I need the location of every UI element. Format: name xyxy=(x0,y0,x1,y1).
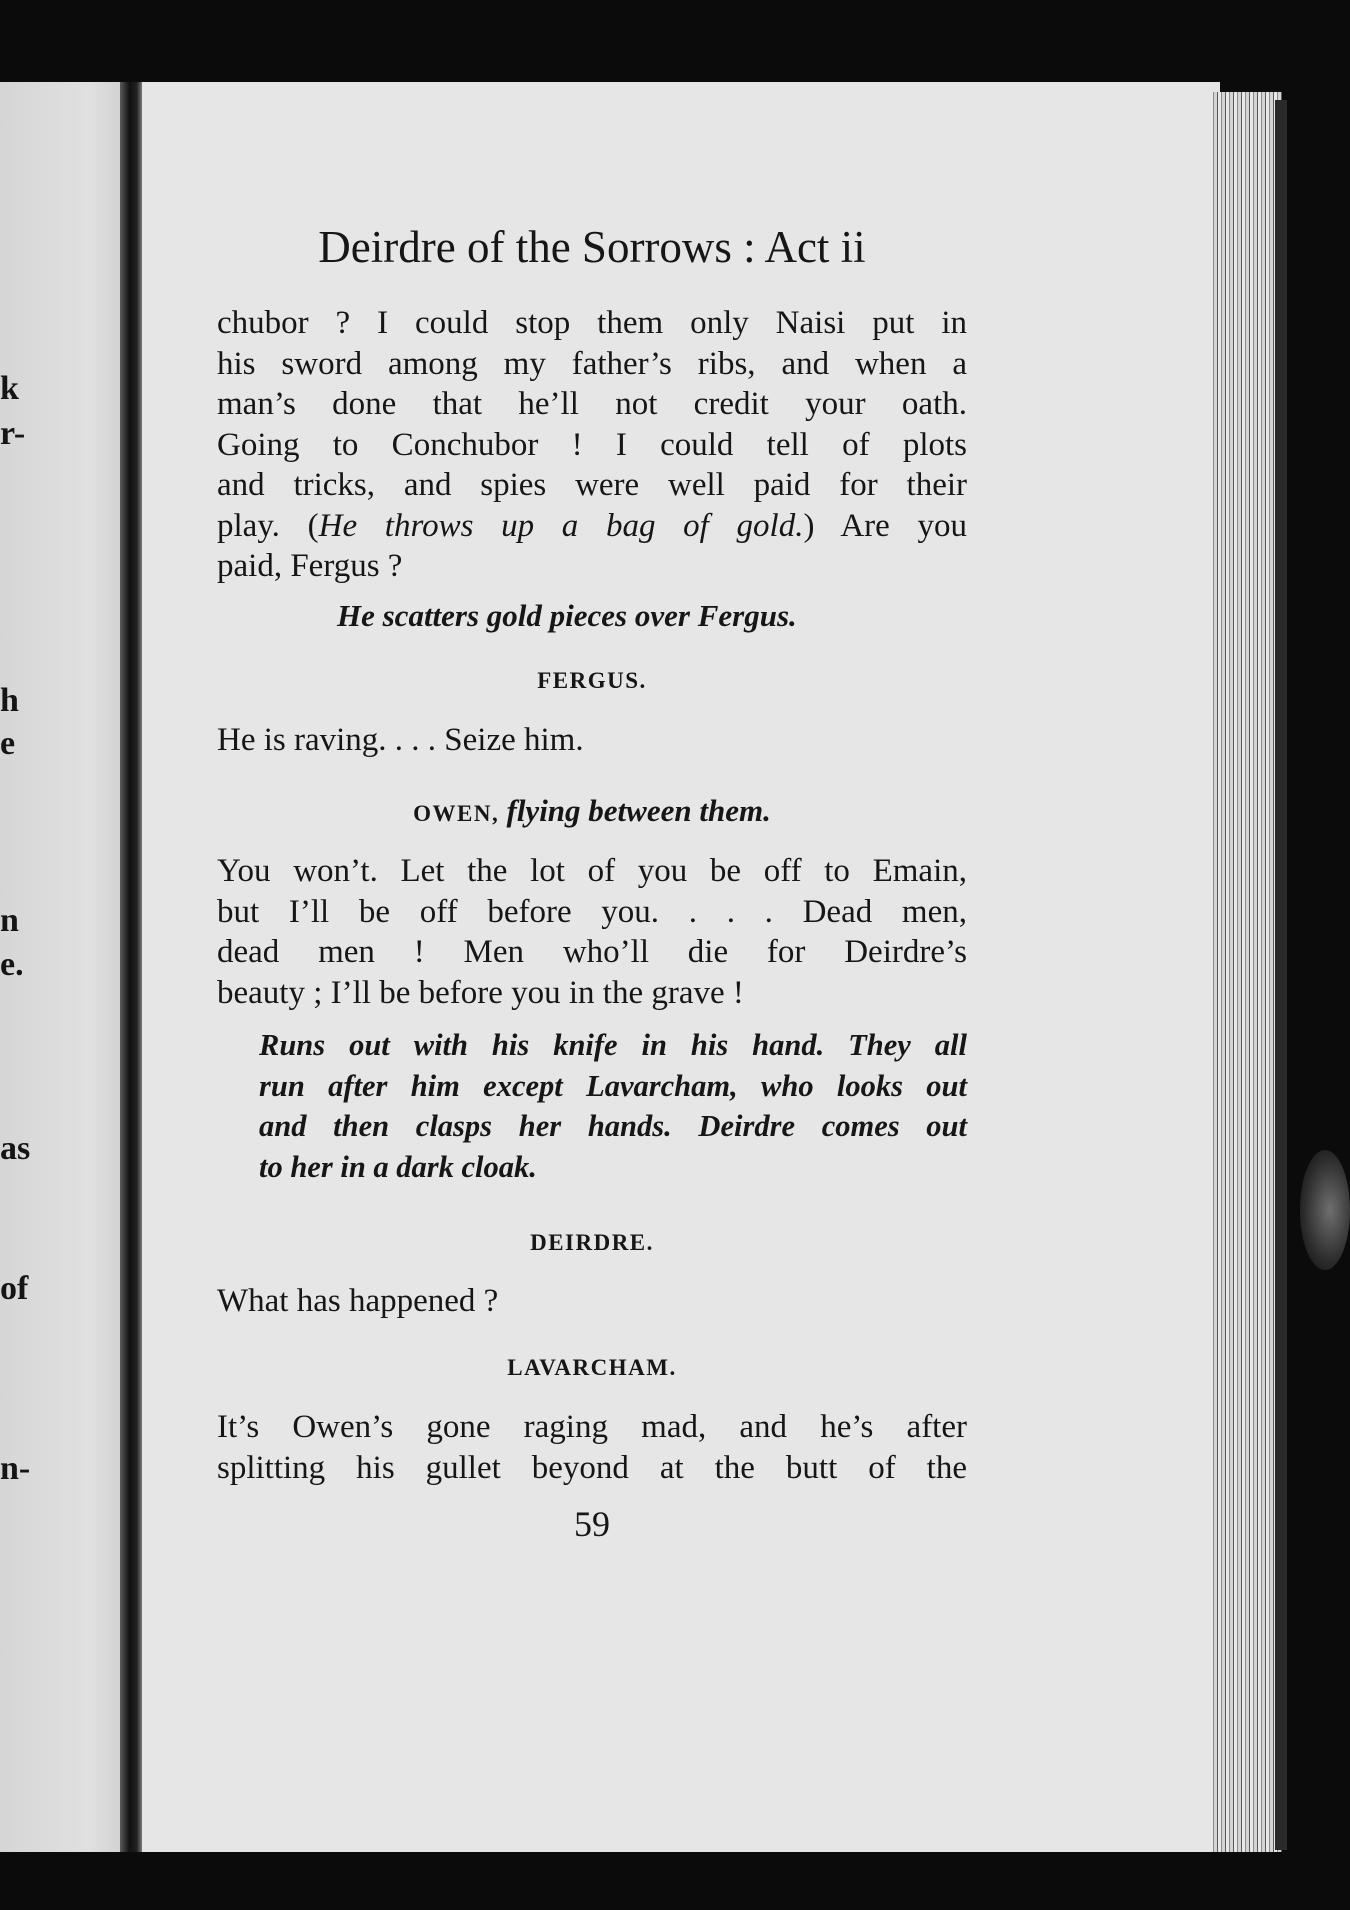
facing-page-fragment: of xyxy=(0,1270,29,1307)
text-line: What has happened ? xyxy=(217,1283,499,1319)
facing-page-fragment: r- xyxy=(0,415,26,452)
text-line: his sword among my father’s ribs, and when a xyxy=(217,345,967,382)
text-line: beauty ; I’ll be before you in the grave ! xyxy=(217,974,744,1011)
text-line: to her in a dark cloak. xyxy=(259,1149,537,1184)
text-line: He is raving. . . . Seize him. xyxy=(217,722,584,758)
page-edges-shadow xyxy=(1275,100,1287,1850)
text-line: but I’ll be off before you. . . . Dead men, xyxy=(217,893,967,930)
text-line: It’s Owen’s gone raging mad, and he’s after xyxy=(217,1409,967,1445)
stage-direction xyxy=(259,1025,967,1187)
speech xyxy=(217,720,967,761)
text-fragment: play. ( xyxy=(217,507,319,544)
facing-page-left xyxy=(0,82,128,1852)
scan-artifact xyxy=(1300,1150,1350,1270)
text-line: and tricks, and spies were well paid for their xyxy=(217,467,967,503)
text-line: run after him except Lavarcham, who looks out xyxy=(259,1068,967,1103)
facing-page-fragment: as xyxy=(0,1130,31,1167)
text-line: Runs out with his knife in his hand. They all xyxy=(259,1028,967,1062)
speaker-direction: flying between them. xyxy=(506,793,771,828)
speaker-name: LAVARCHAM. xyxy=(507,1355,677,1380)
text-line-with-direction xyxy=(217,506,967,547)
stage-direction: He scatters gold pieces over Fergus. xyxy=(337,598,797,633)
text-line: dead men ! Men who’ll die for Deirdre’s xyxy=(217,934,967,970)
speech-continued xyxy=(217,303,967,587)
facing-page-fragment: e xyxy=(0,725,16,762)
speaker-name: OWEN, xyxy=(413,801,500,826)
facing-page-fragment: n- xyxy=(0,1450,31,1487)
text-line: You won’t. Let the lot of you be off to Emain, xyxy=(217,853,967,889)
speech xyxy=(217,1407,967,1488)
text-line: chubor ? I could stop them only Naisi put in xyxy=(217,305,967,341)
facing-page-fragment: n xyxy=(0,902,19,939)
facing-page-fragment: k xyxy=(0,370,19,407)
text-line: Going to Conchubor ! I could tell of plots xyxy=(217,426,967,463)
inline-stage-direction: He throws up a bag of gold. xyxy=(318,507,804,544)
speaker-name: DEIRDRE. xyxy=(530,1230,654,1255)
text-fragment: ) Are you xyxy=(803,507,967,544)
page-edges xyxy=(1210,92,1282,1852)
text-line: and then clasps her hands. Deirdre comes out xyxy=(259,1109,967,1143)
speech xyxy=(217,1281,967,1322)
facing-page-fragment: e. xyxy=(0,946,24,983)
running-head: Deirdre of the Sorrows : Act ii xyxy=(318,222,866,272)
text-line: man’s done that he’ll not credit your oath. xyxy=(217,386,967,422)
facing-page-fragment: h xyxy=(0,682,19,719)
text-line: paid, Fergus ? xyxy=(217,548,403,584)
speaker-name: FERGUS. xyxy=(537,668,647,693)
book-gutter xyxy=(120,82,144,1852)
speech xyxy=(217,851,967,1013)
speaker-heading xyxy=(217,793,967,829)
text-line: splitting his gullet beyond at the butt of the xyxy=(217,1449,967,1486)
page-number: 59 xyxy=(574,1504,610,1544)
